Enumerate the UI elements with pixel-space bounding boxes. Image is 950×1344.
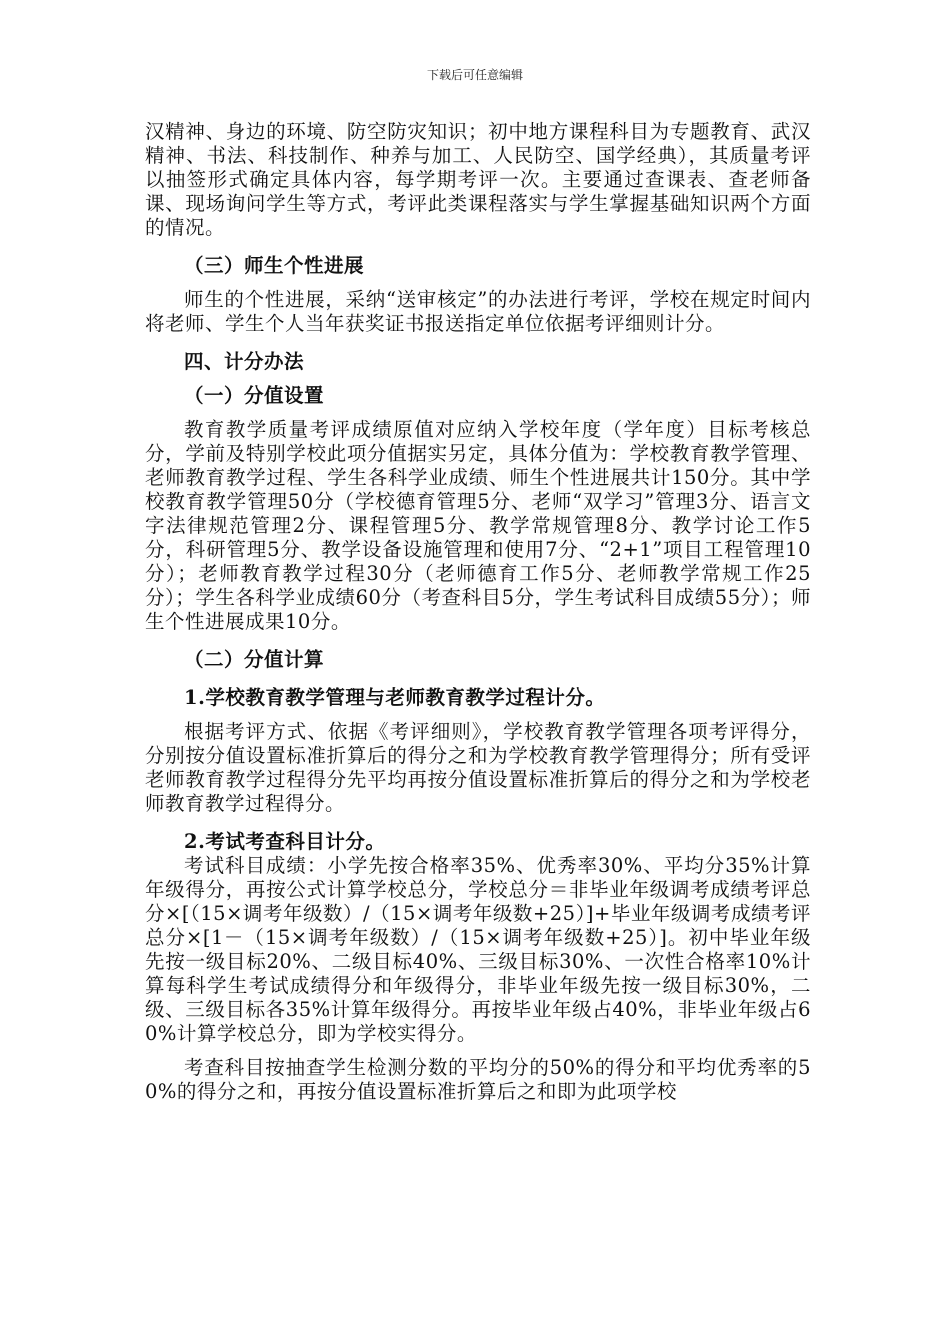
heading-management-scoring: 1.学校教育教学管理与老师教育教学过程计分。 (184, 686, 606, 709)
paragraph-personal-development: 师生的个性进展，采纳“送审核定”的办法进行考评，学校在规定时间内将老师、学生个人当年获奖证书报送指定单位依据考评细则计分。 (145, 288, 811, 335)
heading-score-calculation: （二）分值计算 (184, 648, 325, 671)
heading-score-settings: （一）分值设置 (184, 384, 325, 407)
paragraph-management-scoring: 根据考评方式、依据《考评细则》，学校教育教学管理各项考评得分，分别按分值设置标准折算后的得分之和为学校教育教学管理得分；所有受评老师教育教学过程得分先平均再按分值设置标准折算后的得分之和为学校老师教育教学过程得分。 (145, 720, 811, 815)
heading-section-3: （三）师生个性进展 (184, 254, 365, 277)
paragraph-inspection-scoring: 考查科目按抽查学生检测分数的平均分的50%的得分和平均优秀率的50%的得分之和，再按分值设置标准折算后之和即为此项学校 (145, 1056, 811, 1103)
heading-exam-scoring: 2.考试考查科目计分。 (184, 830, 386, 853)
paragraph-score-settings: 教育教学质量考评成绩原值对应纳入学校年度（学年度）目标考核总分，学前及特别学校此项分值据实另定，具体分值为：学校教育教学管理、老师教育教学过程、学生各科学业成绩、师生个性进展共计150分。其中学校教育教学管理50分（学校德育管理5分、老师“双学习”管理3分、语言文字法律规范管理2分、课程管理5分、教学常规管理8分、教学讨论工作5分，科研管理5分、教学设备设施管理和使用7分、“2+1”项目工程管理10分）；老师教育教学过程30分（老师德育工作5分、老师教学常规工作25分）；学生各科学业成绩60分（考查科目5分，学生考试科目成绩55分）；师生个性进展成果10分。 (145, 418, 811, 633)
paragraph-exam-scoring: 考试科目成绩：小学先按合格率35%、优秀率30%、平均分35%计算年级得分，再按公式计算学校总分，学校总分＝非毕业年级调考成绩考评总分×[（15×调考年级数）/（15×调考年级数+25）]+毕业年级调考成绩考评总分×[1－（15×调考年级数）/（15×调考年级数+25）]。初中毕业年级先按一级目标20%、二级目标40%、三级目标30%、一次性合格率10%计算每科学生考试成绩得分和年级得分，非毕业年级先按一级目标30%，二级、三级目标各35%计算年级得分。再按毕业年级占40%，非毕业年级占60%计算学校总分，即为学校实得分。 (145, 854, 811, 1045)
paragraph-local-curriculum: 汉精神、身边的环境、防空防灾知识；初中地方课程科目为专题教育、武汉精神、书法、科技制作、种养与加工、人民防空、国学经典），其质量考评以抽签形式确定具体内容，每学期考评一次。主要通过查课表、查老师备课、现场询问学生等方式，考评此类课程落实与学生掌握基础知识两个方面的情况。 (145, 120, 811, 239)
heading-scoring-method: 四、计分办法 (184, 350, 305, 373)
page-header: 下载后可任意编辑 (426, 68, 523, 82)
document-body (145, 120, 811, 1104)
